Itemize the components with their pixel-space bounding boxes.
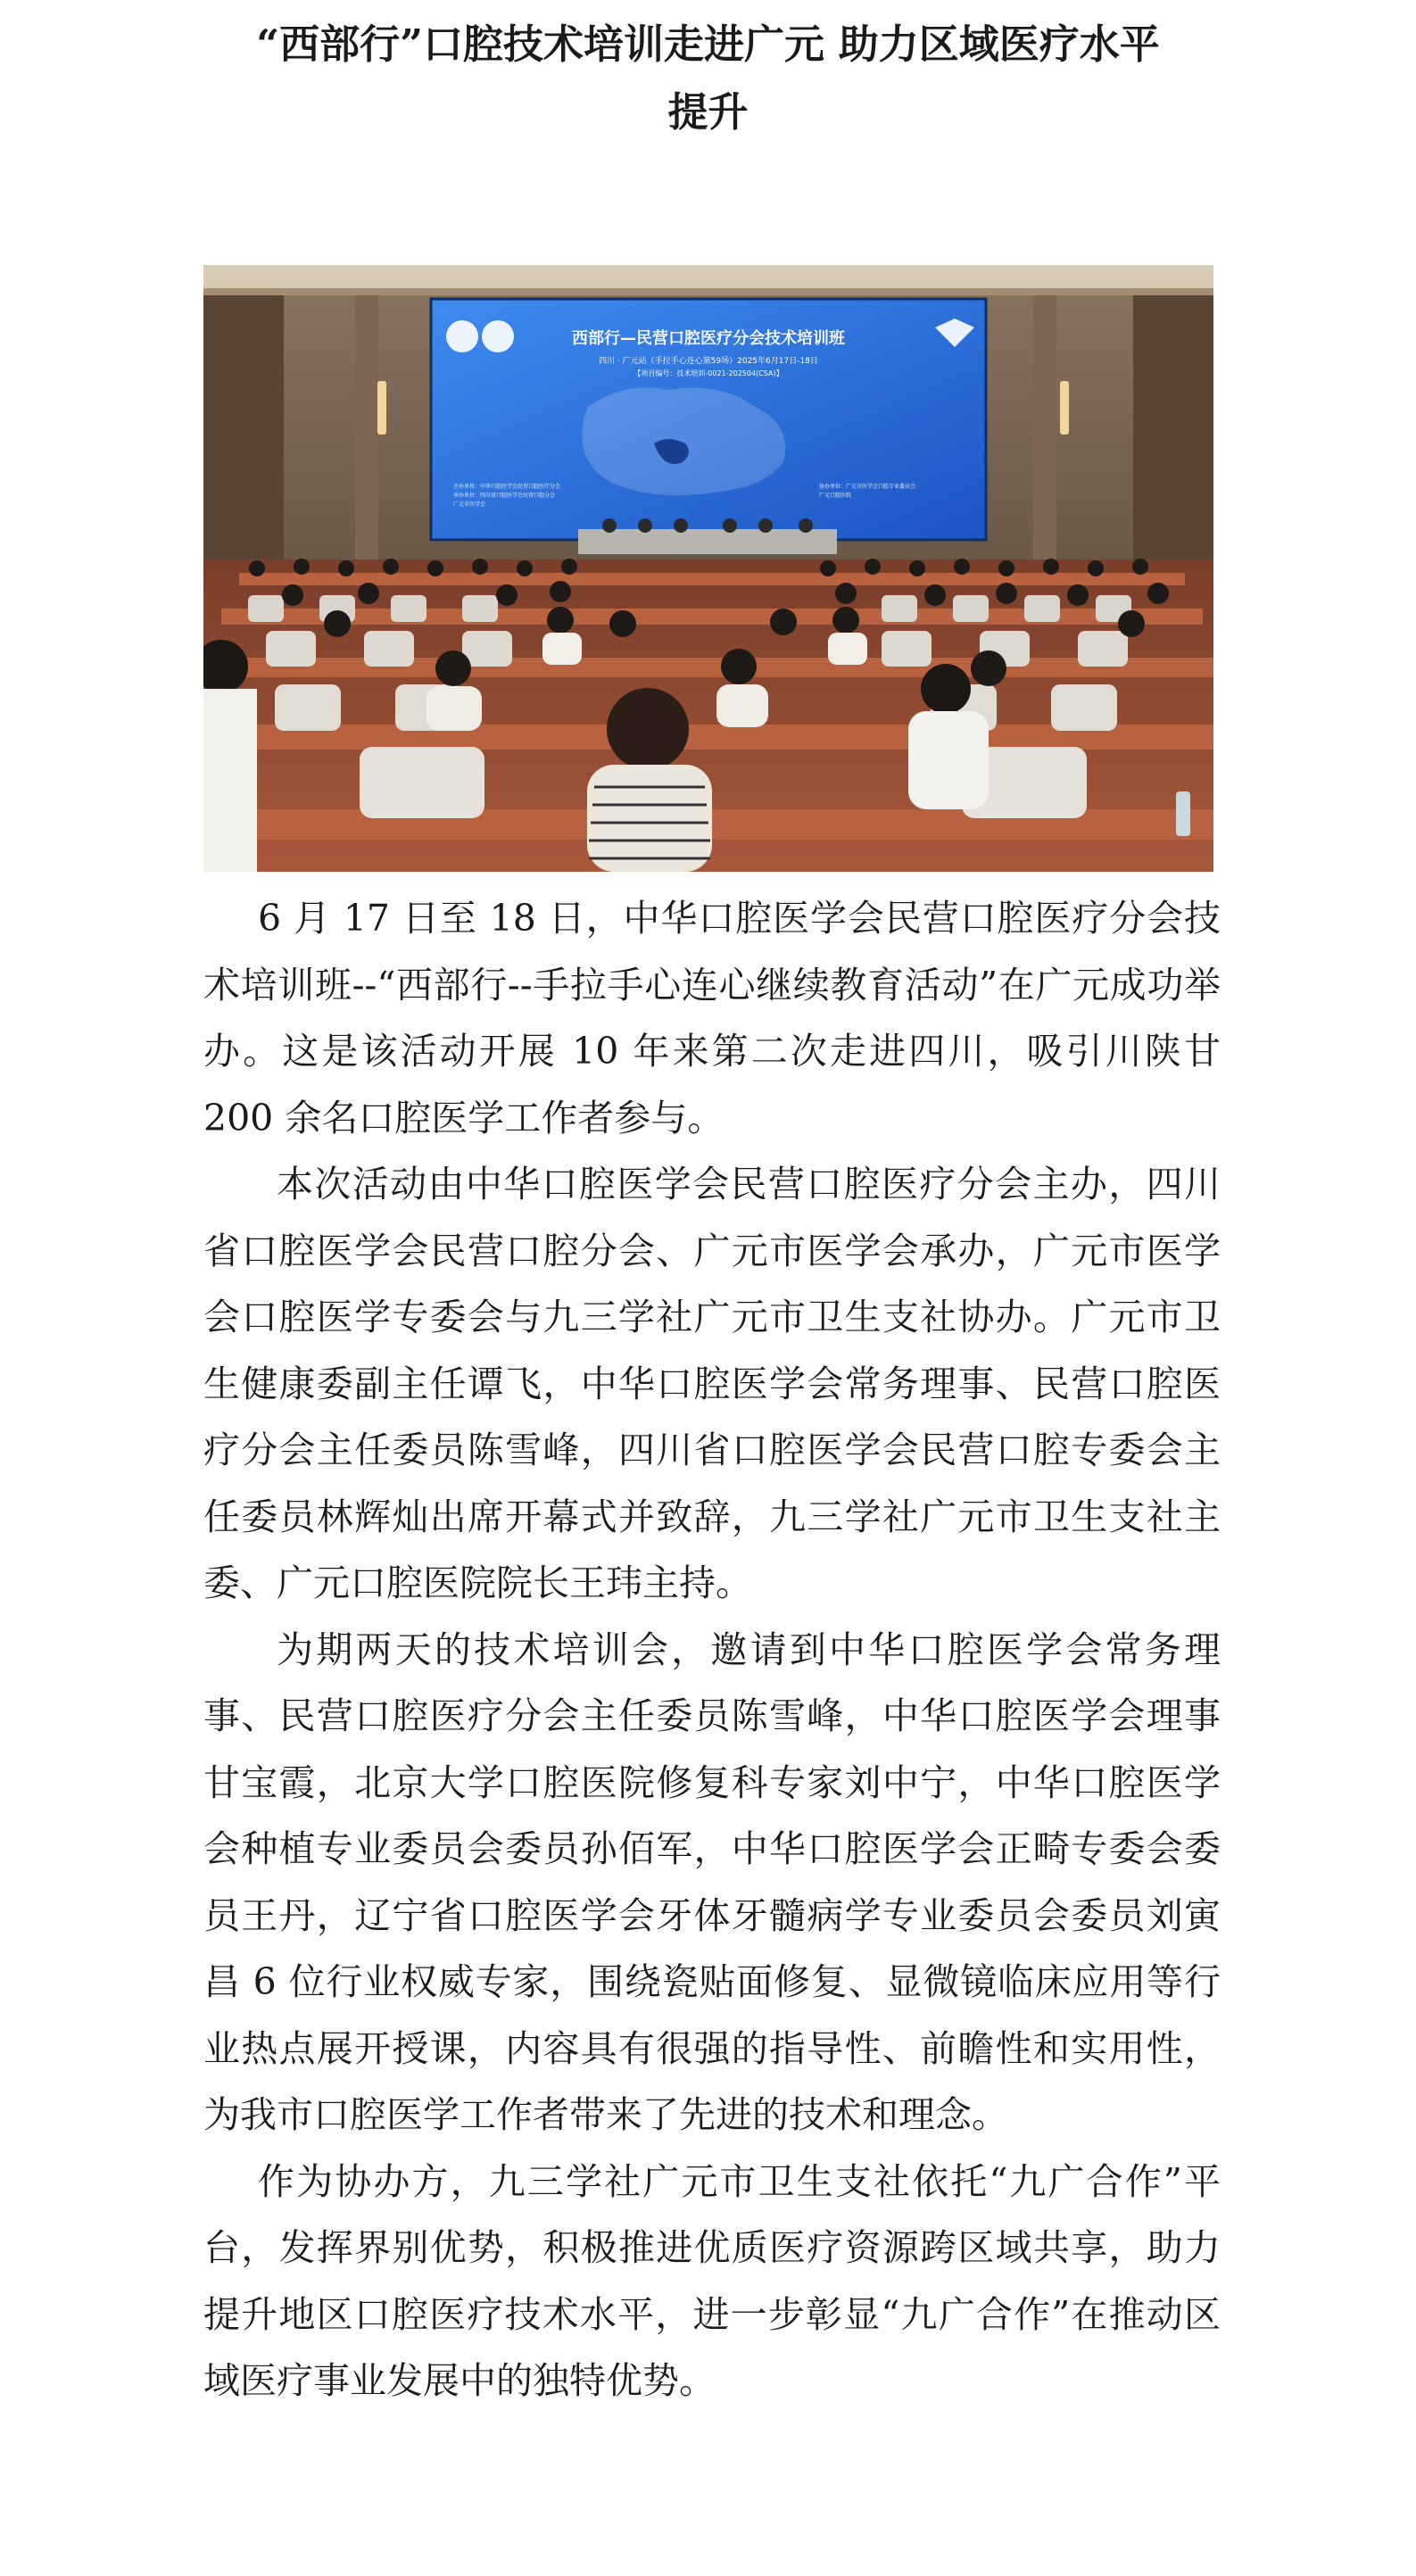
screen-organizer-left3: 广元市医学会 [453,501,486,508]
conference-photo-illustration [203,265,1213,872]
article-body [203,885,1221,2414]
conference-photo [203,265,1213,872]
paragraph-4: 作为协办方，九三学社广元市卫生支社依托“九广合作”平台，发挥界别优势，积极推进优质医疗资源跨区域共享，助力提升地区口腔医疗技术水平，进一步彰显“九广合作”在推动区域医疗事业发展中的独特优势。 [203,2159,1221,2402]
screen-subtitle: 四川 · 广元站（手拉手心连心第59场）2025年6月17日-18日 [599,357,818,366]
screen-organizer-right2: 广元口腔医院 [819,493,852,499]
paragraph-2: 本次活动由中华口腔医学会民营口腔医疗分会主办，四川省口腔医学会民营口腔分会、广元市医学会承办，广元市医学会口腔医学专委会与九三学社广元市卫生支社协办。广元市卫生健康委副主任谭飞，中华口腔医学会常务理事、民营口腔医疗分会主任委员陈雪峰，四川省口腔医学会民营口腔专委会主任委员林辉灿出席开幕式并致辞，九三学社广元市卫生支社主委、广元口腔医院院长王玮主持。 [203,1163,1221,1604]
paragraph-3: 为期两天的技术培训会，邀请到中华口腔医学会常务理事、民营口腔医疗分会主任委员陈雪峰，中华口腔医学会理事甘宝霞，北京大学口腔医院修复科专家刘中宁，中华口腔医学会种植专业委员会委员孙佰军，中华口腔医学会正畸专委会委员王丹，辽宁省口腔医学会牙体牙髓病学专业委员会委员刘寅昌 6 位行业权威专家，围绕瓷贴面修复、显微镜临床应用等行业热点展开授课，内容具有很强的指导性、前瞻性和实用性，为我市口腔医学工作者带来了先进的技术和理念。 [203,1628,1221,2136]
stage-screen [431,299,986,540]
screen-title: 西部行—民营口腔医疗分会技术培训班 [572,329,845,348]
paragraph-1: 6 月 17 日至 18 日，中华口腔医学会民营口腔医疗分会技术培训班--“西部行--手拉手心连心继续教育活动”在广元成功举办。这是该活动开展 10 年来第二次走进四川，吸引川陕甘 200 余名口腔医学工作者参与。 [203,897,1221,1139]
screen-project: 【项目编号：技术培训-0021-202504(CSA)】 [633,369,783,377]
article-title-line2: 提升 [667,88,749,136]
screen-organizer-left: 主办单位：中华口腔医学会民营口腔医疗分会 [453,484,561,490]
screen-organizer-left2: 承办单位：四川省口腔医学会民营口腔分会 [453,493,556,499]
article-title [134,11,1282,146]
screen-organizer-right: 协办单位：广元市医学会口腔专业委员会 [819,484,916,490]
article-title-line1: “西部行”口腔技术培训走进广元 助力区域医疗水平 [256,21,1160,68]
